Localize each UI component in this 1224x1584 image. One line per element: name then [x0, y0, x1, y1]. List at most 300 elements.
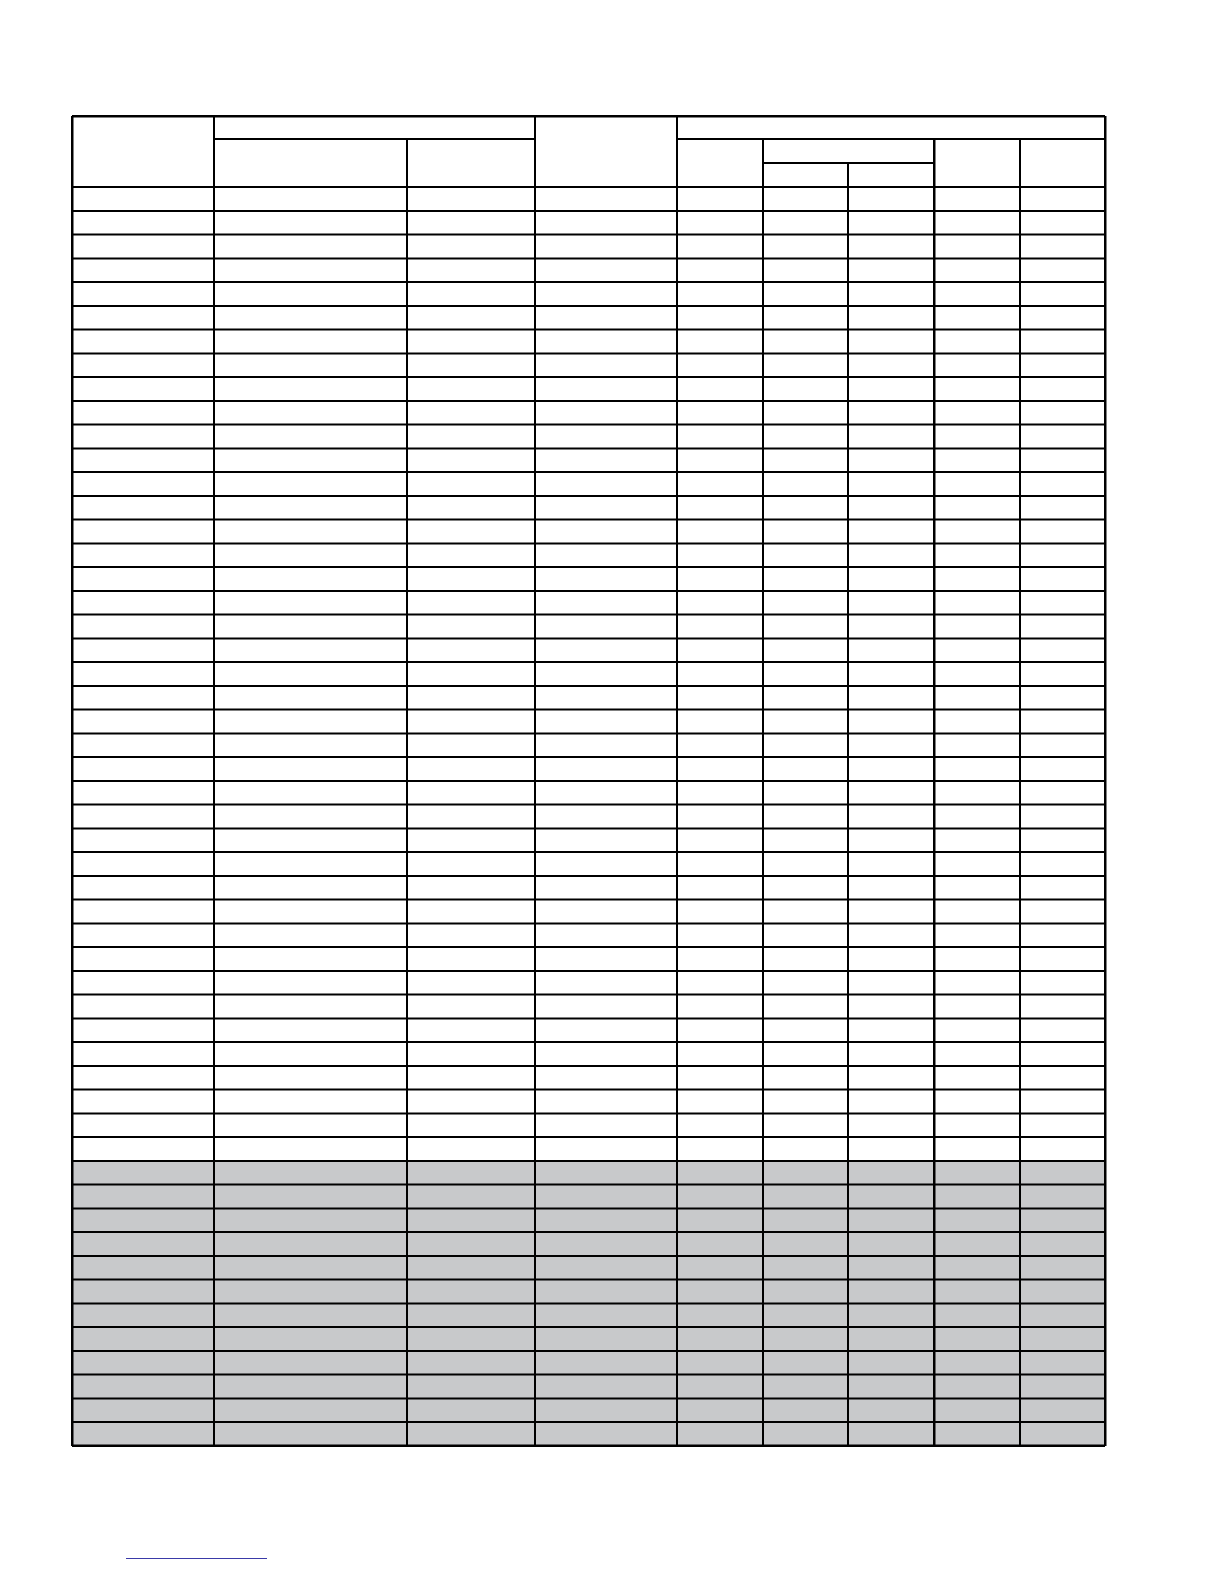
table-cell [677, 1303, 763, 1327]
table-cell [848, 781, 934, 805]
table-cell [1020, 781, 1105, 805]
table-cell [848, 1351, 934, 1375]
table-cell [677, 923, 763, 947]
table-cell [677, 448, 763, 472]
table-cell [72, 258, 214, 282]
table-cell [535, 377, 677, 401]
table-cell [934, 805, 1020, 829]
table-cell [934, 923, 1020, 947]
table-cell [763, 1090, 848, 1114]
table-cell [1020, 1161, 1105, 1185]
table-cell [848, 567, 934, 591]
table-cell [1020, 947, 1105, 971]
table-cell [214, 638, 407, 662]
table-cell [407, 1208, 535, 1232]
table-cell [934, 1208, 1020, 1232]
table-cell [934, 781, 1020, 805]
table-cell [407, 1113, 535, 1137]
table-cell [407, 1042, 535, 1066]
table-cell [677, 1185, 763, 1209]
table-cell [214, 995, 407, 1019]
table-cell [848, 1113, 934, 1137]
table-cell [763, 733, 848, 757]
table-cell [535, 258, 677, 282]
footer-link-underline [126, 1558, 267, 1559]
table-cell [934, 235, 1020, 259]
table-cell [1020, 1208, 1105, 1232]
table-cell [763, 472, 848, 496]
table-cell [214, 330, 407, 354]
table-cell [848, 496, 934, 520]
table-cell [214, 710, 407, 734]
table-cell [214, 1351, 407, 1375]
table-cell [763, 1137, 848, 1161]
table-cell [72, 1090, 214, 1114]
table-cell [72, 401, 214, 425]
table-cell [72, 615, 214, 639]
table-cell [934, 876, 1020, 900]
table-cell [1020, 520, 1105, 544]
table-cell [848, 1303, 934, 1327]
table-cell [763, 1256, 848, 1280]
table-cell [848, 306, 934, 330]
table-cell [848, 401, 934, 425]
table-cell [934, 1422, 1020, 1446]
table-cell [535, 235, 677, 259]
table-cell [535, 1422, 677, 1446]
table-cell [848, 282, 934, 306]
table-cell [214, 1137, 407, 1161]
table-cell [214, 306, 407, 330]
table-cell [677, 638, 763, 662]
table-cell [1020, 591, 1105, 615]
table-cell [763, 211, 848, 235]
table-cell [763, 1422, 848, 1446]
table-cell [1020, 448, 1105, 472]
table-cell [72, 306, 214, 330]
table-cell [72, 543, 214, 567]
table-cell [1020, 472, 1105, 496]
table-cell [214, 686, 407, 710]
table-cell [848, 876, 934, 900]
table-cell [763, 947, 848, 971]
table-cell [763, 330, 848, 354]
table-cell [407, 472, 535, 496]
table-cell [934, 1375, 1020, 1399]
table-cell [934, 211, 1020, 235]
table-cell [848, 900, 934, 924]
table-cell [72, 828, 214, 852]
table-cell [763, 662, 848, 686]
table-cell [407, 425, 535, 449]
table-cell [214, 1208, 407, 1232]
table-cell [535, 1137, 677, 1161]
table-cell [848, 187, 934, 211]
table-cell [407, 1327, 535, 1351]
table-cell [535, 876, 677, 900]
table-cell [677, 425, 763, 449]
table-cell [1020, 567, 1105, 591]
table-cell [677, 947, 763, 971]
table-cell [72, 805, 214, 829]
table-cell [1020, 377, 1105, 401]
table-cell [407, 638, 535, 662]
table-cell [535, 1113, 677, 1137]
table-cell [934, 306, 1020, 330]
table-cell [1020, 1375, 1105, 1399]
table-cell [407, 805, 535, 829]
table-cell [72, 377, 214, 401]
table-cell [535, 591, 677, 615]
table-cell [214, 401, 407, 425]
table-cell [214, 448, 407, 472]
table-cell [848, 448, 934, 472]
table-cell [763, 995, 848, 1019]
table-cell [407, 995, 535, 1019]
table-cell [848, 235, 934, 259]
table-cell [677, 187, 763, 211]
table-cell [72, 1018, 214, 1042]
table-cell [1020, 900, 1105, 924]
table-cell [1020, 1256, 1105, 1280]
table-cell [848, 828, 934, 852]
table-cell [677, 472, 763, 496]
table-cell [214, 1042, 407, 1066]
table-cell [934, 1185, 1020, 1209]
table-cell [848, 1066, 934, 1090]
table-cell [407, 947, 535, 971]
table-cell [72, 757, 214, 781]
table-cell [934, 1042, 1020, 1066]
table-cell [214, 1185, 407, 1209]
table-cell [407, 567, 535, 591]
table-cell [214, 757, 407, 781]
table-cell [407, 1090, 535, 1114]
table-cell [848, 1327, 934, 1351]
table-cell [535, 567, 677, 591]
table-cell [214, 282, 407, 306]
table-cell [848, 353, 934, 377]
table-cell [407, 448, 535, 472]
table-cell [934, 282, 1020, 306]
table-cell [1020, 1422, 1105, 1446]
table-cell [763, 805, 848, 829]
table-cell [407, 401, 535, 425]
table-cell [848, 1256, 934, 1280]
table-cell [214, 258, 407, 282]
table-cell [72, 211, 214, 235]
table-cell [214, 235, 407, 259]
table-cell [763, 282, 848, 306]
table-cell [677, 306, 763, 330]
table-cell [763, 401, 848, 425]
table-cell [407, 1398, 535, 1422]
table-cell [848, 1090, 934, 1114]
table-cell [535, 710, 677, 734]
table-cell [1020, 282, 1105, 306]
table-cell [677, 876, 763, 900]
table-cell [677, 330, 763, 354]
table-cell [72, 1208, 214, 1232]
table-cell [934, 947, 1020, 971]
table-cell [1020, 876, 1105, 900]
table-cell [535, 1042, 677, 1066]
table-cell [535, 733, 677, 757]
table-cell [1020, 1351, 1105, 1375]
table-cell [763, 638, 848, 662]
table-cell [934, 995, 1020, 1019]
table-cell [535, 1303, 677, 1327]
table-cell [535, 353, 677, 377]
table-cell [407, 710, 535, 734]
table-cell [934, 1161, 1020, 1185]
table-cell [677, 757, 763, 781]
table-cell [934, 1303, 1020, 1327]
table-cell [407, 852, 535, 876]
table-cell [848, 923, 934, 947]
table-cell [848, 971, 934, 995]
table-cell [677, 900, 763, 924]
table-cell [407, 591, 535, 615]
table-cell [1020, 995, 1105, 1019]
table-cell [677, 1018, 763, 1042]
table-cell [763, 1280, 848, 1304]
table-cell [848, 1280, 934, 1304]
table-cell [214, 1161, 407, 1185]
table-cell [1020, 615, 1105, 639]
table-cell [214, 377, 407, 401]
table-cell [934, 710, 1020, 734]
table-cell [72, 971, 214, 995]
table-cell [72, 876, 214, 900]
table-cell [677, 591, 763, 615]
table-cell [72, 330, 214, 354]
table-cell [677, 401, 763, 425]
table-cell [72, 1232, 214, 1256]
table-cell [934, 1398, 1020, 1422]
table-cell [72, 733, 214, 757]
table-cell [214, 1280, 407, 1304]
table-cell [1020, 1303, 1105, 1327]
table-cell [407, 828, 535, 852]
table-cell [934, 567, 1020, 591]
table-cell [677, 710, 763, 734]
table-cell [934, 852, 1020, 876]
table-cell [535, 520, 677, 544]
table-cell [763, 258, 848, 282]
table-cell [407, 1351, 535, 1375]
table-cell [72, 638, 214, 662]
table-cell [677, 1232, 763, 1256]
table-cell [1020, 235, 1105, 259]
table-cell [535, 1185, 677, 1209]
table-cell [535, 900, 677, 924]
table-cell [535, 306, 677, 330]
table-cell [934, 543, 1020, 567]
table-cell [848, 733, 934, 757]
table-cell [535, 638, 677, 662]
table-cell [677, 211, 763, 235]
table-cell [214, 828, 407, 852]
table-cell [934, 258, 1020, 282]
table-cell [848, 1375, 934, 1399]
table-cell [407, 876, 535, 900]
table-cell [72, 1185, 214, 1209]
table-cell [848, 662, 934, 686]
table-cell [535, 947, 677, 971]
table-cell [677, 1161, 763, 1185]
table-cell [535, 1398, 677, 1422]
table-cell [214, 876, 407, 900]
table-cell [72, 1303, 214, 1327]
table-cell [763, 1185, 848, 1209]
table-cell [934, 1018, 1020, 1042]
table-cell [677, 615, 763, 639]
table-cell [1020, 1185, 1105, 1209]
table-cell [677, 1042, 763, 1066]
table-cell [214, 733, 407, 757]
table-cell [407, 330, 535, 354]
table-cell [934, 1232, 1020, 1256]
table-cell [763, 1066, 848, 1090]
table-cell [214, 425, 407, 449]
table-cell [677, 1137, 763, 1161]
table-cell [407, 1066, 535, 1090]
table-cell [214, 923, 407, 947]
table-cell [535, 1280, 677, 1304]
table-cell [763, 235, 848, 259]
table-cell [535, 971, 677, 995]
table-cell [535, 1018, 677, 1042]
table-cell [72, 448, 214, 472]
table-cell [1020, 1398, 1105, 1422]
table-cell [72, 1375, 214, 1399]
table-cell [848, 686, 934, 710]
table-cell [214, 211, 407, 235]
table-cell [407, 1232, 535, 1256]
table-cell [677, 662, 763, 686]
table-cell [407, 1280, 535, 1304]
table-cell [763, 1375, 848, 1399]
table-cell [677, 235, 763, 259]
table-cell [763, 615, 848, 639]
table-cell [1020, 1137, 1105, 1161]
table-cell [214, 472, 407, 496]
table-cell [1020, 805, 1105, 829]
table-cell [677, 567, 763, 591]
table-cell [214, 947, 407, 971]
table-cell [214, 781, 407, 805]
table-cell [677, 353, 763, 377]
table-cell [72, 1351, 214, 1375]
table-cell [677, 1375, 763, 1399]
table-cell [1020, 353, 1105, 377]
table-cell [763, 1327, 848, 1351]
table-cell [763, 1208, 848, 1232]
table-cell [677, 1113, 763, 1137]
table-cell [72, 567, 214, 591]
table-cell [72, 1113, 214, 1137]
table-cell [763, 852, 848, 876]
table-cell [72, 591, 214, 615]
table-cell [763, 448, 848, 472]
table-cell [407, 1185, 535, 1209]
table-cell [677, 1090, 763, 1114]
table-cell [1020, 1018, 1105, 1042]
table-cell [848, 995, 934, 1019]
table-cell [934, 1137, 1020, 1161]
table-cell [763, 923, 848, 947]
table-cell [72, 1042, 214, 1066]
table-cell [407, 282, 535, 306]
table-cell [535, 1375, 677, 1399]
table-cell [934, 1090, 1020, 1114]
table-cell [72, 187, 214, 211]
table-cell [677, 258, 763, 282]
table-cell [677, 1256, 763, 1280]
table-cell [535, 1351, 677, 1375]
table-cell [1020, 187, 1105, 211]
table-cell [214, 1113, 407, 1137]
table-cell [763, 377, 848, 401]
table-cell [1020, 330, 1105, 354]
table-cell [72, 947, 214, 971]
table-cell [214, 900, 407, 924]
table-cell [72, 781, 214, 805]
table-cell [934, 662, 1020, 686]
table-cell [763, 1113, 848, 1137]
table-cell [407, 1137, 535, 1161]
table-cell [535, 781, 677, 805]
table-cell [1020, 1090, 1105, 1114]
table-cell [214, 1018, 407, 1042]
table-cell [763, 1042, 848, 1066]
table-cell [677, 520, 763, 544]
table-cell [848, 543, 934, 567]
table-cell [763, 876, 848, 900]
table-cell [407, 1375, 535, 1399]
table-cell [677, 828, 763, 852]
table-cell [677, 1208, 763, 1232]
table-cell [763, 1232, 848, 1256]
table-cell [677, 1422, 763, 1446]
table-cell [407, 258, 535, 282]
table-cell [214, 852, 407, 876]
table-cell [934, 496, 1020, 520]
table-cell [848, 425, 934, 449]
table-cell [407, 781, 535, 805]
table-cell [72, 235, 214, 259]
table-cell [1020, 923, 1105, 947]
table-cell [535, 1232, 677, 1256]
table-cell [848, 805, 934, 829]
table-cell [677, 995, 763, 1019]
table-cell [1020, 211, 1105, 235]
table-cell [763, 567, 848, 591]
table-cell [848, 520, 934, 544]
table-cell [763, 543, 848, 567]
table-cell [214, 1232, 407, 1256]
table-cell [535, 805, 677, 829]
table-cell [848, 377, 934, 401]
table-cell [535, 330, 677, 354]
table-cell [934, 187, 1020, 211]
table-cell [535, 401, 677, 425]
table-cell [848, 1161, 934, 1185]
table-cell [763, 900, 848, 924]
table-cell [535, 995, 677, 1019]
table-cells [72, 187, 1105, 1446]
